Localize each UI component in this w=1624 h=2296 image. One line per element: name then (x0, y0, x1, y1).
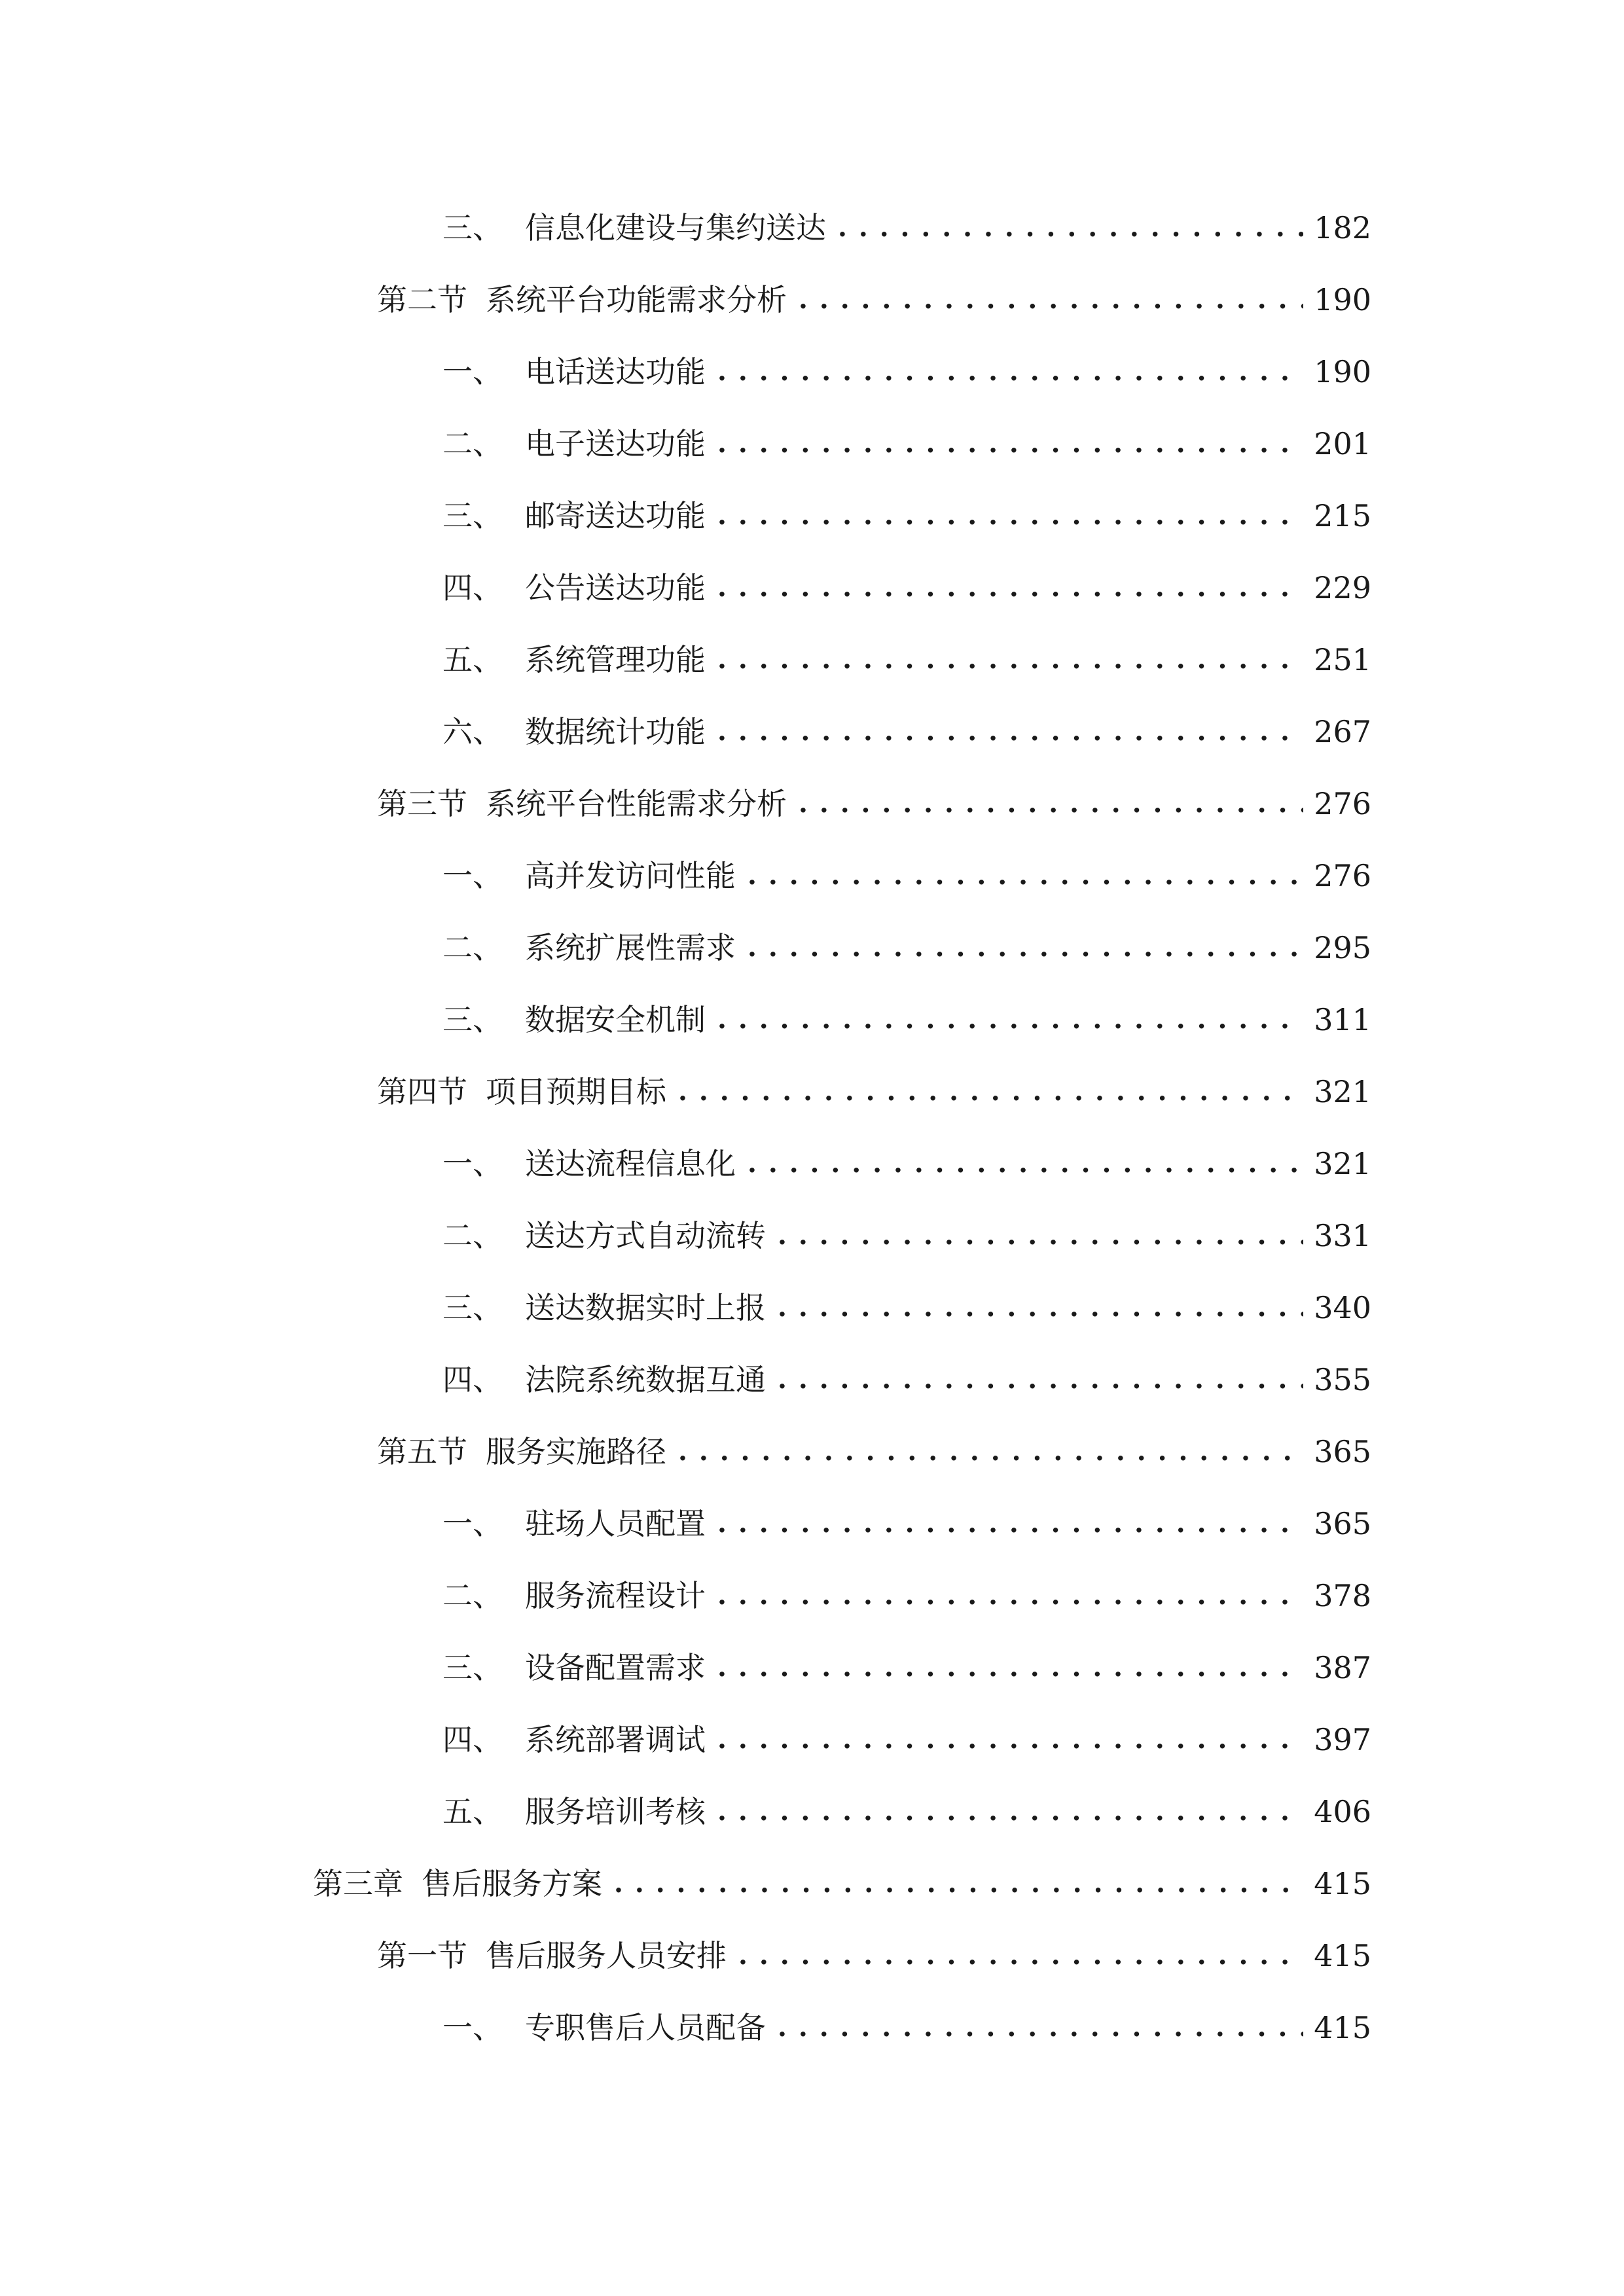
toc-entry-title: 系统平台性能需求分析 (486, 786, 787, 821)
toc-entry-number: 四、 (442, 1722, 503, 1757)
toc-entry-page: 215 (1314, 498, 1371, 533)
toc-dot-leader (838, 205, 1303, 251)
toc-entry-page: 406 (1314, 1794, 1371, 1829)
toc-dot-leader (748, 853, 1303, 899)
toc-entry-page: 387 (1314, 1650, 1371, 1685)
toc-entry[interactable] (442, 565, 1371, 611)
toc-entry-title: 送达方式自动流转 (525, 1218, 766, 1253)
toc-dot-leader (748, 1141, 1303, 1187)
toc-entry-page: 276 (1314, 858, 1371, 893)
toc-entry-title: 邮寄送达功能 (525, 498, 706, 533)
toc-entry-title: 公告送达功能 (525, 570, 706, 605)
toc-entry-title: 数据统计功能 (525, 714, 706, 749)
toc-entry-number: 三、 (442, 1002, 503, 1037)
toc-entry-number: 六、 (442, 714, 503, 749)
toc-entry-page: 415 (1314, 2010, 1371, 2045)
toc-entry[interactable] (442, 421, 1371, 467)
toc-entry-number: 第五节 (377, 1434, 467, 1469)
toc-dot-leader (799, 781, 1303, 827)
toc-entry-number: 第四节 (377, 1074, 467, 1109)
toc-entry-number: 二、 (442, 426, 503, 461)
toc-entry-page: 321 (1314, 1074, 1371, 1109)
toc-entry-number: 五、 (442, 642, 503, 677)
toc-dot-leader (778, 1285, 1303, 1331)
toc-entry-title: 电话送达功能 (525, 354, 706, 389)
toc-dot-leader (717, 565, 1303, 611)
toc-entry[interactable] (442, 1357, 1371, 1403)
toc-dot-leader (717, 493, 1303, 539)
toc-entry[interactable] (442, 1573, 1371, 1619)
toc-entry[interactable] (442, 1141, 1371, 1187)
toc-entry-page: 276 (1314, 786, 1371, 821)
toc-entry[interactable] (442, 205, 1371, 251)
toc-dot-leader (799, 277, 1303, 323)
toc-entry-title: 高并发访问性能 (525, 858, 736, 893)
toc-entry-number: 三、 (442, 210, 503, 245)
toc-entry[interactable] (442, 997, 1371, 1043)
toc-entry[interactable] (442, 1501, 1371, 1547)
toc-dot-leader (717, 997, 1303, 1043)
toc-entry[interactable] (442, 853, 1371, 899)
toc-entry[interactable] (442, 637, 1371, 683)
toc-entry[interactable] (442, 349, 1371, 395)
toc-dot-leader (738, 1933, 1303, 1979)
toc-entry[interactable] (442, 709, 1371, 755)
toc-entry-page: 190 (1314, 354, 1371, 389)
toc-entry-number: 三、 (442, 498, 503, 533)
toc-dot-leader (717, 709, 1303, 755)
toc-entry-number: 一、 (442, 1506, 503, 1541)
toc-entry-number: 一、 (442, 354, 503, 389)
toc-entry-title: 信息化建设与集约送达 (525, 210, 826, 245)
toc-entry-page: 415 (1314, 1866, 1371, 1901)
toc-entry-page: 355 (1314, 1362, 1371, 1397)
toc-dot-leader (717, 421, 1303, 467)
toc-dot-leader (778, 1357, 1303, 1403)
toc-dot-leader (717, 1501, 1303, 1547)
toc-entry-title: 服务流程设计 (525, 1578, 706, 1613)
toc-entry-page: 182 (1314, 210, 1371, 245)
toc-entry-title: 设备配置需求 (525, 1650, 706, 1685)
toc-entry[interactable] (442, 493, 1371, 539)
toc-dot-leader (678, 1429, 1303, 1475)
toc-entry[interactable] (442, 1213, 1371, 1259)
toc-entry-number: 一、 (442, 858, 503, 893)
toc-entry-page: 251 (1314, 642, 1371, 677)
toc-entry[interactable] (313, 1861, 1371, 1907)
toc-dot-leader (717, 1645, 1303, 1691)
toc-entry[interactable] (442, 2005, 1371, 2051)
toc-entry-number: 三、 (442, 1650, 503, 1685)
toc-entry-title: 服务实施路径 (486, 1434, 666, 1469)
toc-dot-leader (778, 1213, 1303, 1259)
toc-entry-number: 二、 (442, 1218, 503, 1253)
toc-entry[interactable] (442, 1645, 1371, 1691)
toc-entry[interactable] (377, 277, 1371, 323)
toc-entry-page: 321 (1314, 1146, 1371, 1181)
toc-entry-title: 系统平台功能需求分析 (486, 282, 787, 317)
toc-dot-leader (717, 349, 1303, 395)
toc-dot-leader (717, 1717, 1303, 1763)
toc-dot-leader (748, 925, 1303, 971)
toc-entry-page: 415 (1314, 1938, 1371, 1973)
toc-entry-title: 项目预期目标 (486, 1074, 666, 1109)
toc-entry-number: 三、 (442, 1290, 503, 1325)
toc-dot-leader (717, 637, 1303, 683)
toc-entry[interactable] (442, 1285, 1371, 1331)
toc-entry-title: 服务培训考核 (525, 1794, 706, 1829)
toc-entry-number: 一、 (442, 1146, 503, 1181)
toc-dot-leader (717, 1789, 1303, 1835)
toc-entry-number: 第一节 (377, 1938, 467, 1973)
toc-entry[interactable] (377, 781, 1371, 827)
toc-entry-number: 第三节 (377, 786, 467, 821)
toc-entry-title: 法院系统数据互通 (525, 1362, 766, 1397)
toc-entry-page: 397 (1314, 1722, 1371, 1757)
toc-entry-page: 295 (1314, 930, 1371, 965)
toc-entry[interactable] (442, 1789, 1371, 1835)
toc-entry-page: 340 (1314, 1290, 1371, 1325)
toc-entry-number: 二、 (442, 930, 503, 965)
toc-entry-page: 311 (1314, 1002, 1371, 1037)
toc-entry-title: 电子送达功能 (525, 426, 706, 461)
toc-entry[interactable] (377, 1069, 1371, 1115)
toc-entry-page: 331 (1314, 1218, 1371, 1253)
toc-dot-leader (717, 1573, 1303, 1619)
toc-entry[interactable] (377, 1429, 1371, 1475)
toc-entry-page: 267 (1314, 714, 1371, 749)
toc-entry-title: 送达流程信息化 (525, 1146, 736, 1181)
toc-entry-title: 系统管理功能 (525, 642, 706, 677)
toc-entry-title: 送达数据实时上报 (525, 1290, 766, 1325)
toc-entry-title: 系统扩展性需求 (525, 930, 736, 965)
toc-entry-page: 229 (1314, 570, 1371, 605)
toc-dot-leader (778, 2005, 1303, 2051)
toc-entry-number: 五、 (442, 1794, 503, 1829)
toc-entry-page: 365 (1314, 1434, 1371, 1469)
toc-entry-title: 售后服务方案 (422, 1866, 602, 1901)
toc-entry-page: 201 (1314, 426, 1371, 461)
toc-entry-title: 售后服务人员安排 (486, 1938, 727, 1973)
toc-entry-number: 第三章 (313, 1866, 403, 1901)
toc-entry-title: 驻场人员配置 (525, 1506, 706, 1541)
toc-entry-number: 一、 (442, 2010, 503, 2045)
toc-entry[interactable] (442, 925, 1371, 971)
toc-entry[interactable] (442, 1717, 1371, 1763)
toc-entry-title: 数据安全机制 (525, 1002, 706, 1037)
toc-dot-leader (678, 1069, 1303, 1115)
toc-entry-page: 378 (1314, 1578, 1371, 1613)
toc-entry-number: 二、 (442, 1578, 503, 1613)
toc-entry-number: 四、 (442, 570, 503, 605)
toc-dot-leader (614, 1861, 1303, 1907)
toc-entry[interactable] (377, 1933, 1371, 1979)
toc-entry-number: 四、 (442, 1362, 503, 1397)
toc-entry-page: 365 (1314, 1506, 1371, 1541)
toc-entry-title: 系统部署调试 (525, 1722, 706, 1757)
toc-entry-number: 第二节 (377, 282, 467, 317)
toc-entry-page: 190 (1314, 282, 1371, 317)
toc-entry-title: 专职售后人员配备 (525, 2010, 766, 2045)
